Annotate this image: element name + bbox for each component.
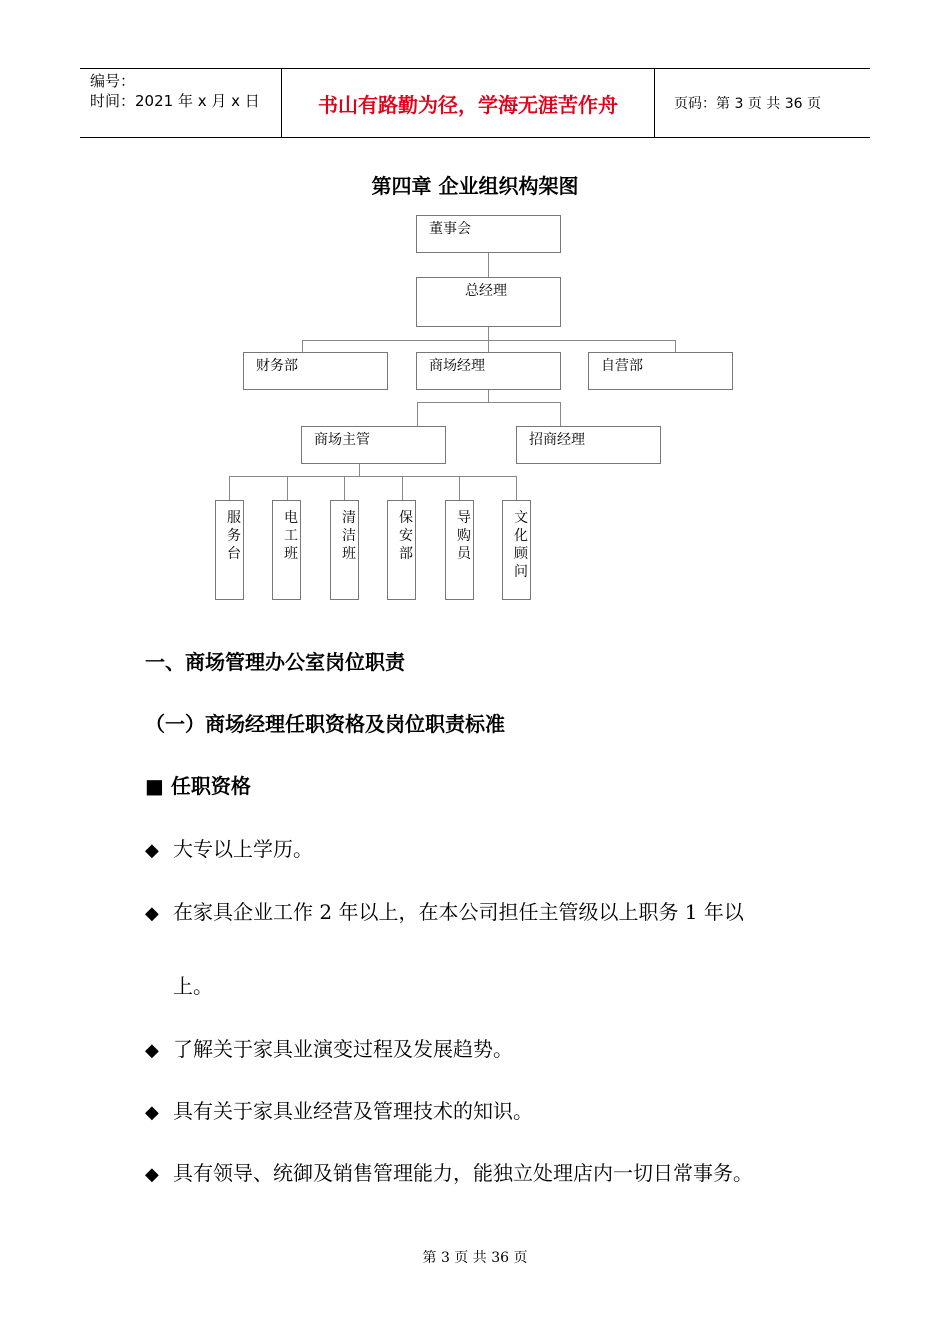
diamond-bullet-icon: ◆	[145, 903, 159, 924]
list-item-text: 大专以上学历。	[173, 837, 313, 861]
org-box-team	[445, 500, 474, 600]
connector	[488, 252, 489, 277]
list-item	[145, 1095, 533, 1124]
org-box-team	[387, 500, 416, 600]
section-subheading: （一）商场经理任职资格及岗位职责标准	[145, 712, 505, 736]
org-box-team	[215, 500, 244, 600]
connector	[344, 476, 345, 500]
connector	[675, 340, 676, 352]
number-label: 编号：	[90, 72, 136, 90]
connector	[560, 402, 561, 426]
connector	[302, 340, 676, 341]
page-info-text: 页码：第 3 页 共 36 页	[674, 96, 821, 112]
diamond-bullet-icon: ◆	[145, 1102, 159, 1123]
org-label: 招商经理	[529, 432, 585, 448]
org-label: 董事会	[429, 221, 471, 237]
connector	[516, 476, 517, 500]
org-box-self-operated	[588, 352, 733, 390]
connector	[229, 476, 230, 500]
org-box-gm	[416, 277, 561, 327]
page-footer: 第 3 页 共 36 页	[422, 1250, 528, 1266]
list-item	[145, 896, 744, 925]
org-label: 自营部	[601, 358, 643, 374]
connector	[302, 340, 303, 352]
date-label: 时间：2021 年 x 月 x 日	[90, 92, 260, 110]
connector	[488, 389, 489, 403]
connector	[359, 463, 360, 477]
org-label: 商场经理	[429, 358, 485, 374]
diamond-bullet-icon: ◆	[145, 1164, 159, 1185]
list-item	[145, 1157, 753, 1186]
org-box-team	[330, 500, 359, 600]
header-meta	[80, 69, 280, 137]
page-header	[80, 68, 870, 138]
org-box-mall-supervisor	[301, 426, 446, 464]
org-label: 导购员	[457, 510, 471, 562]
connector	[417, 402, 561, 403]
connector	[417, 402, 418, 426]
list-item-continuation: 上。	[173, 974, 213, 998]
header-motto: 书山有路勤为径，学海无涯苦作舟	[281, 69, 655, 137]
connector	[287, 476, 288, 500]
org-label: 电工班	[284, 510, 298, 562]
diamond-bullet-icon: ◆	[145, 1040, 159, 1061]
connector	[229, 476, 517, 477]
connector	[488, 340, 489, 352]
list-item	[145, 833, 313, 862]
connector	[402, 476, 403, 500]
org-label: 保安部	[399, 510, 413, 562]
org-label: 服务台	[227, 510, 241, 562]
list-item-text: 在家具企业工作 2 年以上，在本公司担任主管级以上职务 1 年以	[173, 900, 744, 924]
org-label: 总经理	[465, 283, 507, 299]
org-box-board	[416, 215, 561, 253]
list-item	[145, 1033, 513, 1062]
connector	[459, 476, 460, 500]
chapter-title: 第四章 企业组织构架图	[371, 174, 579, 198]
list-item-text: 具有领导、统御及销售管理能力，能独立处理店内一切日常事务。	[173, 1161, 753, 1185]
connector	[488, 327, 489, 341]
org-box-team	[272, 500, 301, 600]
org-label: 财务部	[256, 358, 298, 374]
org-label: 商场主管	[314, 432, 370, 448]
list-item-text: 了解关于家具业演变过程及发展趋势。	[173, 1037, 513, 1061]
list-item-text: 具有关于家具业经营及管理技术的知识。	[173, 1099, 533, 1123]
org-box-finance	[243, 352, 388, 390]
header-page-info	[664, 69, 870, 137]
org-label: 文化顾问	[514, 510, 528, 580]
org-box-investment-manager	[516, 426, 661, 464]
qualification-heading: ■ 任职资格	[145, 774, 251, 798]
org-label: 清洁班	[342, 510, 356, 562]
diamond-bullet-icon: ◆	[145, 840, 159, 861]
org-box-team	[502, 500, 531, 600]
org-box-mall-manager	[416, 352, 561, 390]
section-heading: 一、商场管理办公室岗位职责	[145, 650, 405, 674]
